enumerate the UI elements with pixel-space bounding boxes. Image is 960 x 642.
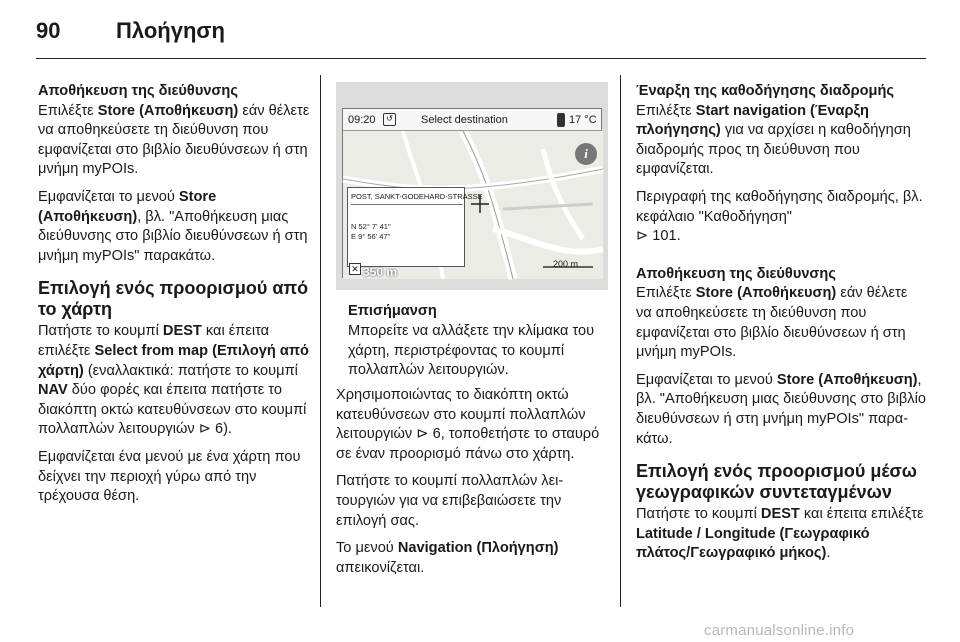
map-scale-bar: 200 m <box>553 259 579 269</box>
screenshot-figure <box>336 82 608 290</box>
temperature: 17 °C <box>569 114 597 126</box>
page-header <box>0 0 960 62</box>
section-heading-select-from-map: Επιλογή ενός προορισμού από το χάρτη <box>38 278 309 320</box>
menu-term: Store (Αποθήκευση) <box>695 285 837 302</box>
text: Πατήστε το κουμπί <box>38 323 163 340</box>
menu-term: Navigation (Πλοήγηση) <box>397 540 559 557</box>
text: Επιλέξτε <box>636 102 696 119</box>
menu-term: Store (Αποθήκευση) <box>97 102 239 119</box>
button-term: DEST <box>760 506 800 523</box>
navigation-icon: ↺ <box>383 113 396 126</box>
thermometer-icon <box>557 113 565 127</box>
menu-term: Latitude / Longitude (Γεωγραφικό πλάτος/Γεωγραφικό μήκος) <box>636 525 870 562</box>
paragraph <box>636 505 926 564</box>
menu-term: Store (Αποθήκευση) <box>776 371 918 388</box>
column-3 <box>636 82 926 572</box>
column-2 <box>336 386 612 586</box>
text: Χρησιμοποιώντας το διακόπτη οκτώ κατευθύνσεων στο κουμπί πολλαπλών λειτουργιών <box>336 387 586 443</box>
screen-status-bar <box>343 109 601 131</box>
map-scale-current: 350 m <box>363 265 398 279</box>
text: Επιλέξτε <box>38 102 98 119</box>
menu-term: Start navigation (Έναρξη πλοήγησης) <box>636 102 869 139</box>
text: δύο φορές και έπειτα πατήστε το διακόπτη οκτώ κατευθύνσεων στο κουμπί πολλαπλών λειτουργιών <box>38 382 307 438</box>
paragraph <box>38 322 313 440</box>
header-divider <box>36 58 926 59</box>
text: εάν θέλετε να αποθηκεύσετε τη διεύθυνση που εμφανίζεται στο βιβλίο διευθύνσεων ή στη μνήμη myPOIs. <box>636 285 908 361</box>
close-icon[interactable]: ✕ <box>349 263 361 275</box>
text: ⊳ 6, τοποθετήστε το σταυρό σε έναν προορισμό πάνω στο χάρτη. <box>336 426 600 462</box>
location-popup <box>347 187 483 267</box>
watermark: carmanualsonline.info <box>704 622 855 639</box>
text: Επιλέξτε <box>636 285 696 302</box>
longitude: E 9° 56' 47" <box>351 232 391 241</box>
paragraph <box>636 371 926 449</box>
text: απεικονίζεται. <box>336 559 425 576</box>
text: εάν θέλετε να αποθηκεύσετε τη διεύθυνση που εμφανίζεται στο βιβλίο διευθύνσεων ή στη μνήμη myPOIs. <box>38 102 310 178</box>
paragraph <box>38 188 313 266</box>
latitude: N 52° 7' 41" <box>351 222 391 231</box>
section-heading-store-address: Αποθήκευση της διεύθυνσης <box>38 83 238 99</box>
clock: 09:20 <box>348 114 376 126</box>
text: και έπειτα επιλέξτε <box>799 506 924 523</box>
button-term: DEST <box>162 323 202 340</box>
screen-title: Select destination <box>421 114 508 126</box>
spacer <box>636 255 926 265</box>
note-body: Μπορείτε να αλλάξετε την κλίμακα του χάρτη, περιστρέφοντας το κουμπί πολλαπλών λειτουργιών. <box>348 323 595 379</box>
column-divider-2 <box>620 75 621 607</box>
text: Εμφανίζεται το μενού <box>636 371 777 388</box>
note-title: Επισήμανση <box>348 303 437 319</box>
paragraph <box>636 188 926 247</box>
page-reference: ⊳ 101. <box>636 228 681 245</box>
navigation-map-screen <box>342 108 602 278</box>
text: Εμφανίζεται το μενού <box>38 188 179 205</box>
text: , βλ. "Αποθήκευση μιας διεύθυνσης στο βιβλίο διευθύνσεων ή στη μνήμη myPOIs" παρακάτω. <box>38 208 308 264</box>
text: . <box>826 545 831 562</box>
page-title: Πλοήγηση <box>116 18 225 43</box>
info-icon[interactable]: i <box>575 143 597 165</box>
paragraph: Εμφανίζεται ένα μενού με ένα χάρτη που δείχνει την περιοχή γύρω από την τρέχουσα θέση. <box>38 448 301 505</box>
paragraph <box>636 284 926 362</box>
coordinates <box>351 222 411 242</box>
page-reference: ⊳ 6). <box>198 421 233 438</box>
paragraph <box>336 386 612 464</box>
text: και έπειτα επιλέξτε <box>38 323 270 359</box>
page-number: 90 <box>36 18 61 43</box>
section-heading-start-guidance: Έναρξη της καθοδήγησης διαδρομής <box>636 83 894 99</box>
text: , βλ. "Αποθήκευση μιας διεύθυνσης στο βιβλίο διευθύνσεων ή στη μνήμη myPOIs" παρακάτω. <box>636 371 926 447</box>
section-heading-select-coordinates: Επιλογή ενός προορισμού μέσω γεωγραφικών συντεταγμένων <box>636 461 917 503</box>
text: για να αρχίσει η καθοδήγηση διαδρομής προς τη διεύθυνση που εμφανίζεται. <box>636 122 911 178</box>
section-heading-store-address: Αποθήκευση της διεύθυνσης <box>636 265 836 282</box>
paragraph <box>636 102 926 180</box>
paragraph: Πατήστε το κουμπί πολλαπλών λειτουργιών για να επιβεβαιώσετε την επιλογή σας. <box>336 473 564 529</box>
menu-term: Select from map (Επιλογή από χάρτη) <box>38 342 309 379</box>
paragraph <box>336 539 612 578</box>
text: (εναλλακτικά: πατήστε το κουμπί <box>83 362 298 379</box>
street-name: POST, SANKT-GODEHARD-STRASSE <box>351 192 463 205</box>
paragraph <box>38 102 313 180</box>
column-divider-1 <box>320 75 321 607</box>
column-1 <box>38 82 313 515</box>
text: Περιγραφή της καθοδήγησης διαδρομής, βλ. κεφάλαιο "Καθοδήγηση" <box>636 188 923 225</box>
text: Το μενού <box>336 540 398 557</box>
text: Πατήστε το κουμπί <box>636 506 761 523</box>
button-term: NAV <box>38 382 68 399</box>
menu-term: Store (Αποθήκευση) <box>38 188 217 225</box>
